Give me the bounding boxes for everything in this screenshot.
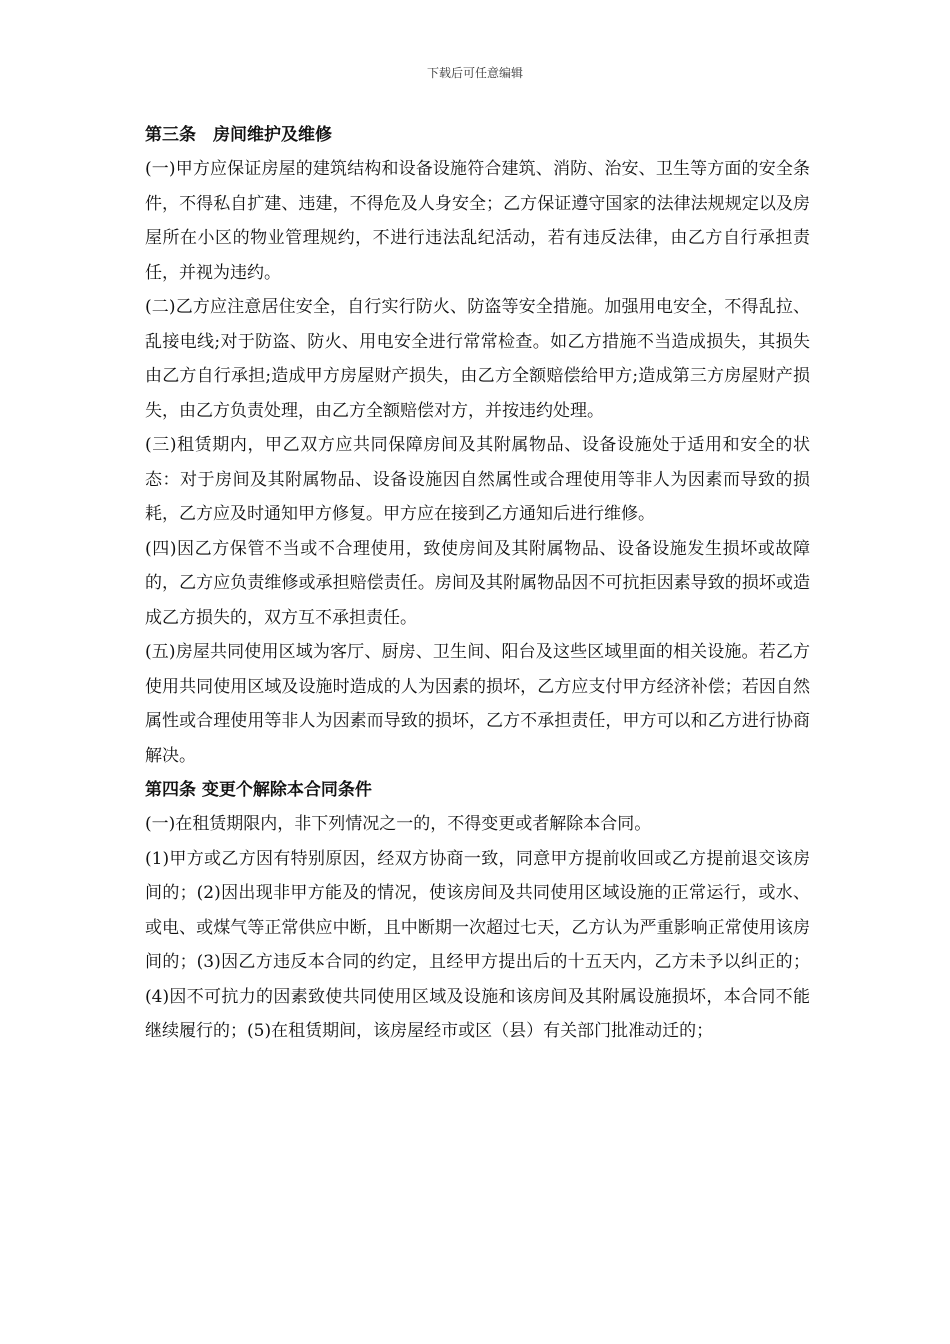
paragraph: (二)乙方应注意居住安全，自行实行防火、防盗等安全措施。加强用电安全，不得乱拉、乱接电线;对于防盗、防火、用电安全进行常常检查。如乙方措施不当造成损失，其损失由乙方自行承担;造成甲方房屋财产损失，由乙方全额赔偿给甲方;造成第三方房屋财产损失，由乙方负责处理，由乙方全额赔偿对方，并按违约处理。: [145, 297, 810, 421]
paragraph: (1)甲方或乙方因有特别原因，经双方协商一致，同意甲方提前收回或乙方提前退交该房间的；(2)因出现非甲方能及的情况，使该房间及共同使用区域设施的正常运行，或水、或电、或煤气等正常供应中断，且中断期一次超过七天，乙方认为严重影响正常使用该房间的；(3)因乙方违反本合同的约定，且经甲方提出后的十五天内，乙方未予以纠正的；(4)因不可抗力的因素致使共同使用区域及设施和该房间及其附属设施损坏，本合同不能继续履行的；(5)在租赁期间，该房屋经市或区（县）有关部门批准动迁的；: [145, 848, 810, 1041]
paragraph: (三)租赁期内，甲乙双方应共同保障房间及其附属物品、设备设施处于适用和安全的状态：对于房间及其附属物品、设备设施因自然属性或合理使用等非人为因素而导致的损耗，乙方应及时通知甲方修复。甲方应在接到乙方通知后进行维修。: [145, 435, 810, 524]
section-heading-article-4: 第四条 变更个解除本合同条件: [145, 780, 372, 800]
paragraph: (四)因乙方保管不当或不合理使用，致使房间及其附属物品、设备设施发生损坏或故障的，乙方应负责维修或承担赔偿责任。房间及其附属物品因不可抗拒因素导致的损坏或造成乙方损失的，双方互不承担责任。: [145, 538, 810, 628]
paragraph: (一)在租赁期限内，非下列情况之一的，不得变更或者解除本合同。: [145, 814, 652, 834]
paragraph: (五)房屋共同使用区域为客厅、厨房、卫生间、阳台及这些区域里面的相关设施。若乙方使用共同使用区域及设施时造成的人为因素的损坏，乙方应支付甲方经济补偿；若因自然属性或合理使用等非人为因素而导致的损坏，乙方不承担责任，甲方可以和乙方进行协商解决。: [145, 642, 810, 766]
paragraph: (一)甲方应保证房屋的建筑结构和设备设施符合建筑、消防、治安、卫生等方面的安全条件，不得私自扩建、违建，不得危及人身安全；乙方保证遵守国家的法律法规规定以及房屋所在小区的物业管理规约，不进行违法乱纪活动，若有违反法律，由乙方自行承担责任，并视为违约。: [145, 159, 810, 283]
header-note: 下载后可任意编辑: [426, 66, 523, 80]
section-heading-article-3: 第三条 房间维护及维修: [145, 125, 332, 145]
document-body: [145, 118, 810, 1049]
